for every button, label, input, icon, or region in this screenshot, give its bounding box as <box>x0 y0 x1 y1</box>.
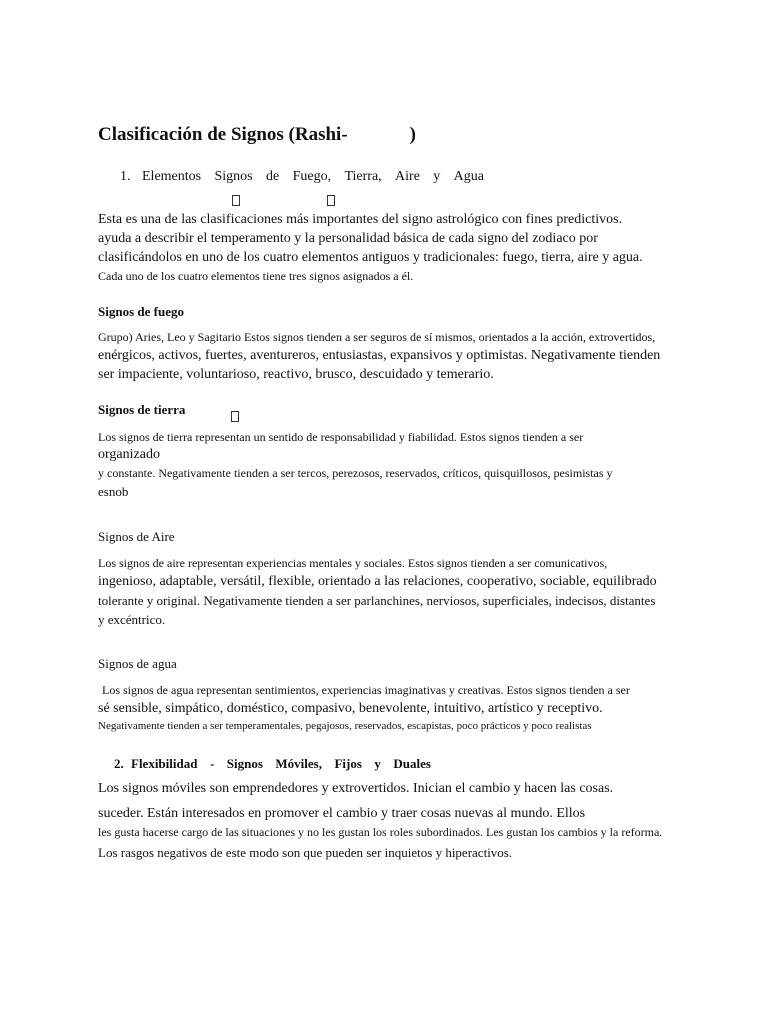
missing-glyph-icon <box>231 411 239 422</box>
section2-heading <box>131 756 431 772</box>
section2-word: Signos <box>226 756 263 771</box>
earth-line: y constante. Negativamente tienden a ser tercos, perezosos, reservados, críticos, quisquillosos, pesimistas y <box>98 466 613 480</box>
section1-word: Fuego, <box>292 169 332 184</box>
air-heading: Signos de Aire <box>98 529 175 544</box>
fire-line: Grupo) Aries, Leo y Sagitario Estos signos tienden a ser seguros de sí mismos, orientados a la acción, extrovertidos, <box>98 330 656 344</box>
section1-word: Aire <box>395 169 420 184</box>
section2-word: - <box>209 756 215 771</box>
section2-line: Los rasgos negativos de este modo son que pueden ser inquietos y hiperactivos. <box>98 845 513 860</box>
section2-word: y <box>374 756 381 771</box>
air-line: Los signos de aire representan experiencias mentales y sociales. Estos signos tienden a ser comunicativos, <box>98 556 608 570</box>
section2-number: 2. <box>114 756 124 771</box>
section1-word: de <box>265 169 280 184</box>
intro-line: Esta es una de las clasificaciones más importantes del signo astrológico con fines predictivos. <box>98 212 623 227</box>
water-heading: Signos de agua <box>98 656 177 671</box>
air-line: tolerante y original. Negativamente tienden a ser parlanchines, nerviosos, superficiales, indecisos, distantes <box>98 593 656 608</box>
missing-glyph-icon <box>232 195 240 206</box>
page-title <box>98 124 416 146</box>
section1-word: Agua <box>453 169 484 184</box>
fire-line: enérgicos, activos, fuertes, aventureros, entusiastas, expansivos y optimistas. Negativamente tienden <box>98 348 661 363</box>
section2-line: suceder. Están interesados en promover el cambio y traer cosas nuevas al mundo. Ellos <box>98 806 586 821</box>
section1-word: y <box>433 169 441 184</box>
water-line: Los signos de agua representan sentimientos, experiencias imaginativas y creativas. Estos signos tienden a ser <box>102 683 630 697</box>
section2-word: Móviles, <box>275 756 322 771</box>
section2-word: Duales <box>393 756 431 771</box>
section2-line: Los signos móviles son emprendedores y extrovertidos. Inician el cambio y hacen las cosas. <box>98 781 614 796</box>
page-title-text: Clasificación de Signos (Rashi- <box>98 124 348 145</box>
fire-line: ser impaciente, voluntarioso, reactivo, brusco, descuidado y temerario. <box>98 367 494 382</box>
earth-line: Los signos de tierra representan un sentido de responsabilidad y fiabilidad. Estos signos tienden a ser <box>98 430 584 444</box>
section2-word: Flexibilidad <box>131 756 198 771</box>
intro-line: ayuda a describir el temperamento y la personalidad básica de cada signo del zodiaco por <box>98 231 598 246</box>
earth-line: esnob <box>98 484 129 499</box>
earth-heading: Signos de tierra <box>98 402 186 417</box>
air-line: ingenioso, adaptable, versátil, flexible, orientado a las relaciones, cooperativo, sociable, equilibrado <box>98 574 657 589</box>
section1-word: Tierra, <box>344 169 382 184</box>
section2-word: Fijos <box>334 756 362 771</box>
section1-word: Elementos <box>142 169 202 184</box>
intro-line: Cada uno de los cuatro elementos tiene tres signos asignados a él. <box>98 269 414 283</box>
section1-number: 1. <box>120 169 131 184</box>
section2-line: les gusta hacerse cargo de las situaciones y no les gustan los roles subordinados. Les gustan los cambios y la reforma. <box>98 825 663 839</box>
earth-line: organizado <box>98 447 160 462</box>
water-line: sé sensible, simpático, doméstico, compasivo, benevolente, intuitivo, artístico y receptivo. <box>98 701 603 716</box>
air-line: y excéntrico. <box>98 612 166 627</box>
water-line: Negativamente tienden a ser temperamentales, pegajosos, reservados, escapistas, poco prácticos y poco realistas <box>98 720 592 732</box>
fire-heading: Signos de fuego <box>98 304 184 319</box>
intro-line: clasificándolos en uno de los cuatro elementos antiguos y tradicionales: fuego, tierra, aire y agua. <box>98 250 643 265</box>
missing-glyph-icon <box>327 195 335 206</box>
page-title-close: ) <box>409 124 416 145</box>
section1-word: Signos <box>214 169 253 184</box>
section1-heading <box>142 169 484 185</box>
